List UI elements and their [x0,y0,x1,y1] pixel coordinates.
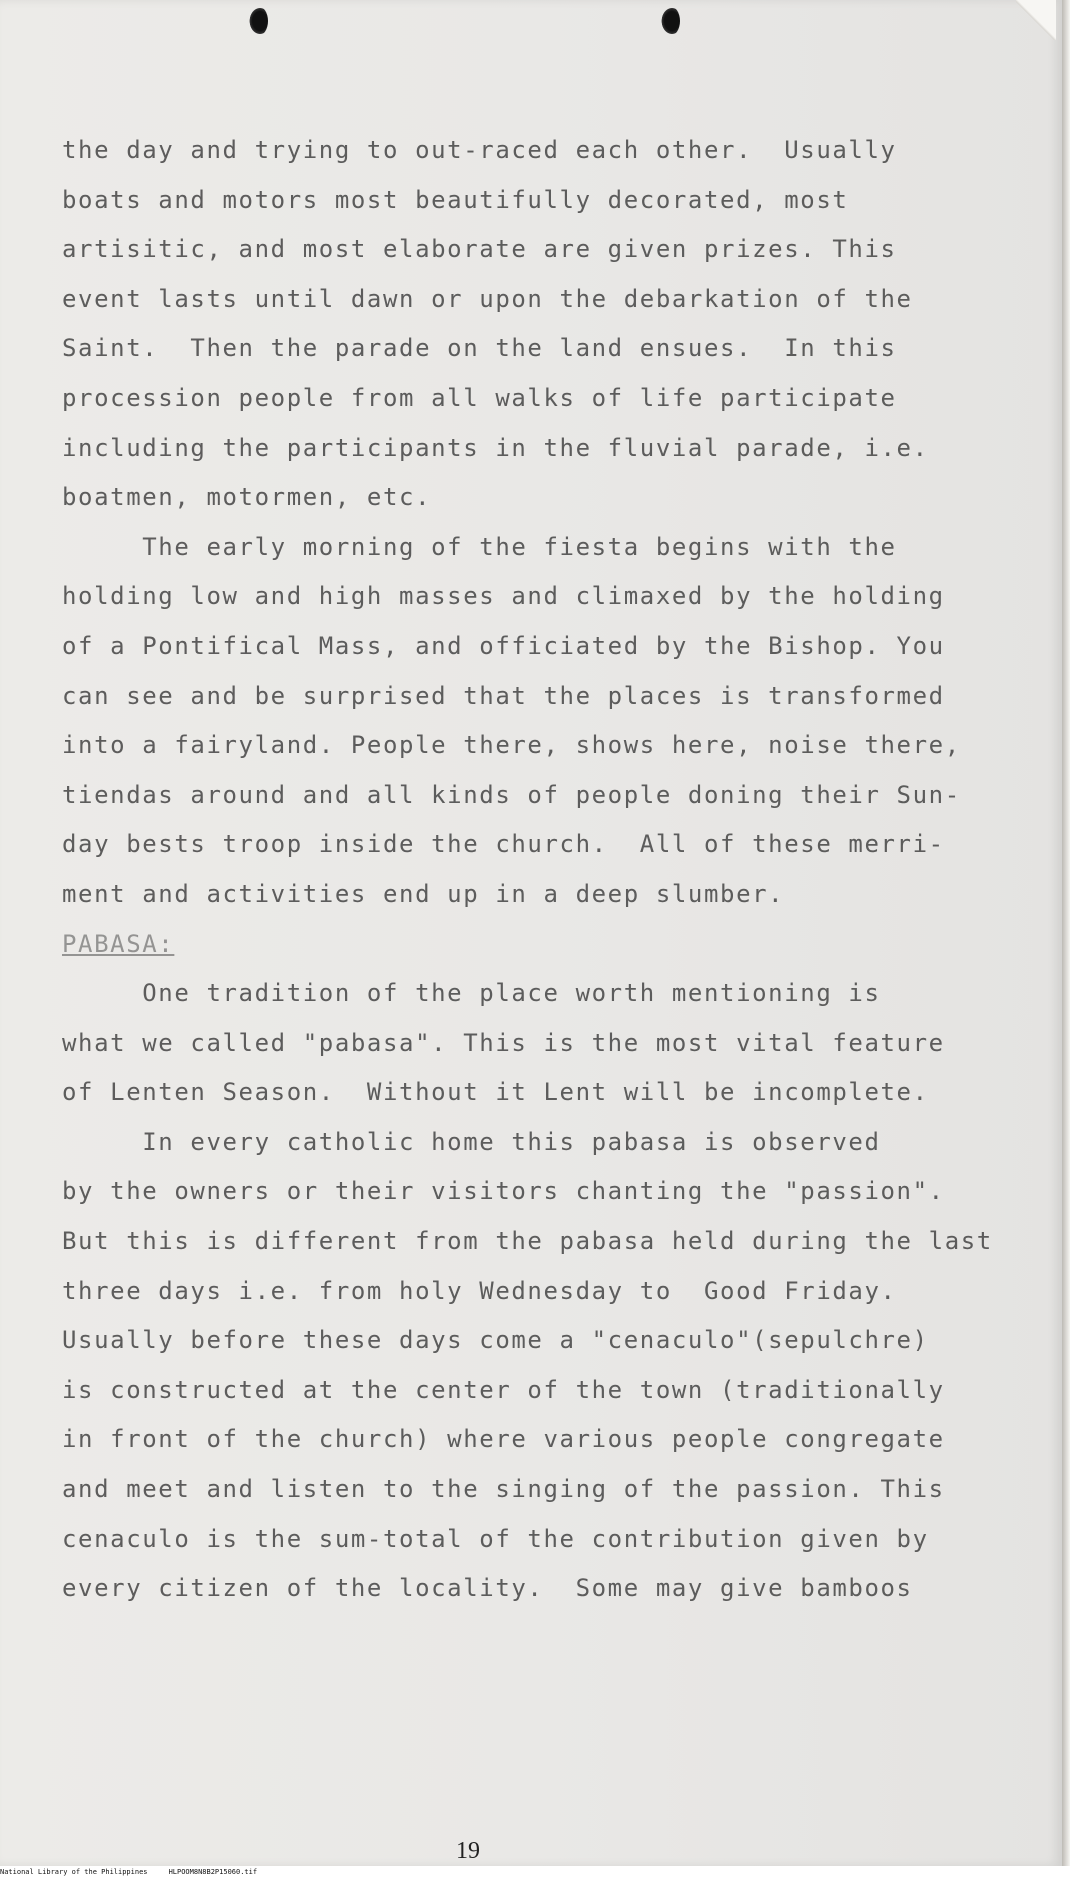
text-line: tiendas around and all kinds of people doning their Sun- [62,780,961,809]
punch-hole-left [248,6,268,36]
text-line: by the owners or their visitors chanting the "passion". [62,1177,945,1206]
text-line: artisitic, and most elaborate are given prizes. This [62,235,897,264]
text-line: ment and activities end up in a deep slumber. [62,879,785,908]
text-line: what we called "pabasa". This is the most vital feature [62,1028,945,1057]
text-line: Usually before these days come a "cenaculo"(sepulchre) [62,1326,929,1355]
page-corner-fold [1016,0,1056,40]
text-line: holding low and high masses and climaxed by the holding [62,582,945,611]
text-line: into a fairyland. People there, shows here, noise there, [62,731,961,760]
text-line: boatmen, motormen, etc. [62,483,432,512]
scan-footer-caption: National Library of the Philippines HLPOOM8N8B2P15060.tif [0,1866,1070,1878]
text-line: The early morning of the fiesta begins with the [62,532,897,561]
text-line: in front of the church) where various people congregate [62,1425,945,1454]
text-line: boats and motors most beautifully decorated, most [62,185,849,214]
text-line: three days i.e. from holy Wednesday to Good Friday. [62,1276,897,1305]
text-line: is constructed at the center of the town (traditionally [62,1375,945,1404]
text-line: Saint. Then the parade on the land ensues. In this [62,334,897,363]
text-line: every citizen of the locality. Some may give bamboos [62,1574,913,1603]
punch-hole-right [660,6,680,36]
text-line: In every catholic home this pabasa is observed [62,1127,881,1156]
text-line: of Lenten Season. Without it Lent will be incomplete. [62,1078,929,1107]
text-line: including the participants in the fluvial parade, i.e. [62,433,929,462]
text-line: and meet and listen to the singing of the passion. This [62,1475,945,1504]
text-line: the day and trying to out-raced each other. Usually [62,136,897,164]
text-line: can see and be surprised that the places is transformed [62,681,945,710]
text-line: One tradition of the place worth mentioning is [62,979,881,1008]
page-edge [1062,0,1070,1866]
typed-text-block [62,126,1002,1614]
section-heading: PABASA: [62,929,175,958]
text-line: of a Pontifical Mass, and officiated by the Bishop. You [62,631,945,660]
page-number: 19 [456,1838,480,1864]
text-line: event lasts until dawn or upon the debarkation of the [62,284,913,313]
text-line: cenaculo is the sum-total of the contribution given by [62,1524,929,1553]
text-line: day bests troop inside the church. All of these merri- [62,830,945,859]
text-line: procession people from all walks of life participate [62,383,897,412]
text-line: But this is different from the pabasa held during the last [62,1227,993,1256]
